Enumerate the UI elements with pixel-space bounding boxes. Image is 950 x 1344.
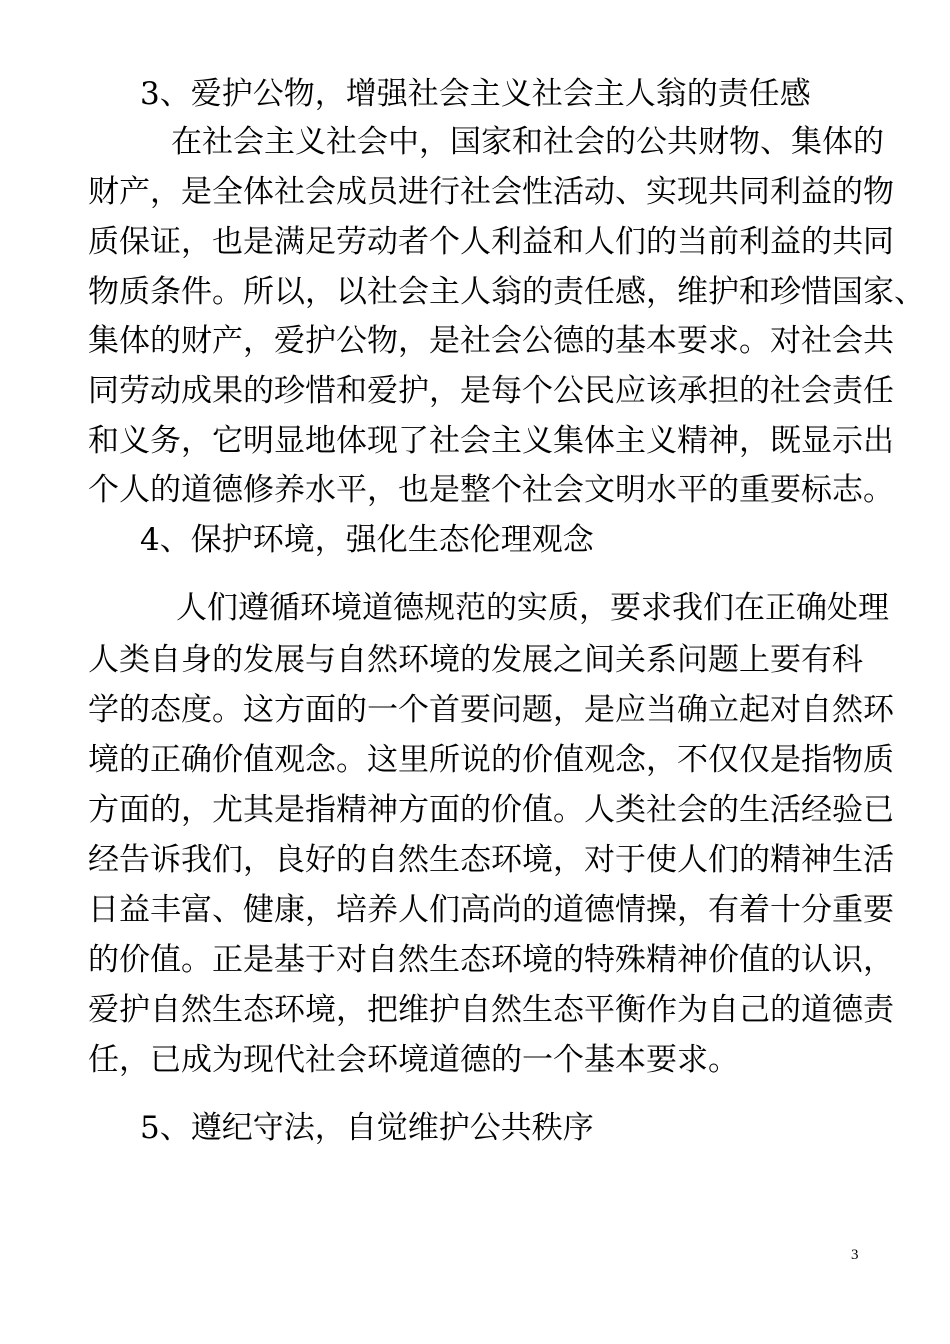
paragraph-line: 质保证，也是满足劳动者个人利益和人们的当前利益的共同 bbox=[88, 224, 894, 260]
paragraph-line: 经告诉我们，良好的自然生态环境，对于使人们的精神生活 bbox=[88, 842, 894, 878]
paragraph-line: 物质条件。所以，以社会主人翁的责任感，维护和珍惜国家、 bbox=[88, 274, 925, 310]
paragraph-line: 方面的，尤其是指精神方面的价值。人类社会的生活经验已 bbox=[88, 792, 894, 828]
section-heading: 5、遵纪守法，自觉维护公共秩序 bbox=[140, 1110, 594, 1146]
paragraph-line: 同劳动成果的珍惜和爱护，是每个公民应该承担的社会责任 bbox=[88, 373, 894, 409]
paragraph-line: 日益丰富、健康，培养人们高尚的道德情操，有着十分重要 bbox=[88, 892, 894, 928]
paragraph-line: 爱护自然生态环境，把维护自然生态平衡作为自己的道德责 bbox=[88, 992, 894, 1028]
paragraph-line: 和义务，它明显地体现了社会主义集体主义精神，既显示出 bbox=[88, 423, 894, 459]
paragraph-line: 境的正确价值观念。这里所说的价值观念，不仅仅是指物质 bbox=[88, 742, 894, 778]
paragraph-line: 任，已成为现代社会环境道德的一个基本要求。 bbox=[88, 1042, 739, 1078]
paragraph-line: 人们遵循环境道德规范的实质，要求我们在正确处理 bbox=[176, 590, 889, 626]
page-number: 3 bbox=[851, 1247, 859, 1263]
paragraph-line: 个人的道德修养水平，也是整个社会文明水平的重要标志。 bbox=[88, 472, 894, 508]
paragraph-line: 集体的财产，爱护公物，是社会公德的基本要求。对社会共 bbox=[88, 323, 894, 359]
paragraph-line: 学的态度。这方面的一个首要问题，是应当确立起对自然环 bbox=[88, 692, 894, 728]
paragraph-line: 的价值。正是基于对自然生态环境的特殊精神价值的认识， bbox=[88, 942, 894, 978]
paragraph-line: 在社会主义社会中，国家和社会的公共财物、集体的 bbox=[171, 124, 884, 160]
section-heading: 4、保护环境，强化生态伦理观念 bbox=[140, 522, 594, 558]
paragraph-line: 财产，是全体社会成员进行社会性活动、实现共同利益的物 bbox=[88, 174, 894, 210]
paragraph-line: 人类自身的发展与自然环境的发展之间关系问题上要有科 bbox=[88, 642, 863, 678]
section-heading: 3、爱护公物，增强社会主义社会主人翁的责任感 bbox=[140, 76, 811, 112]
